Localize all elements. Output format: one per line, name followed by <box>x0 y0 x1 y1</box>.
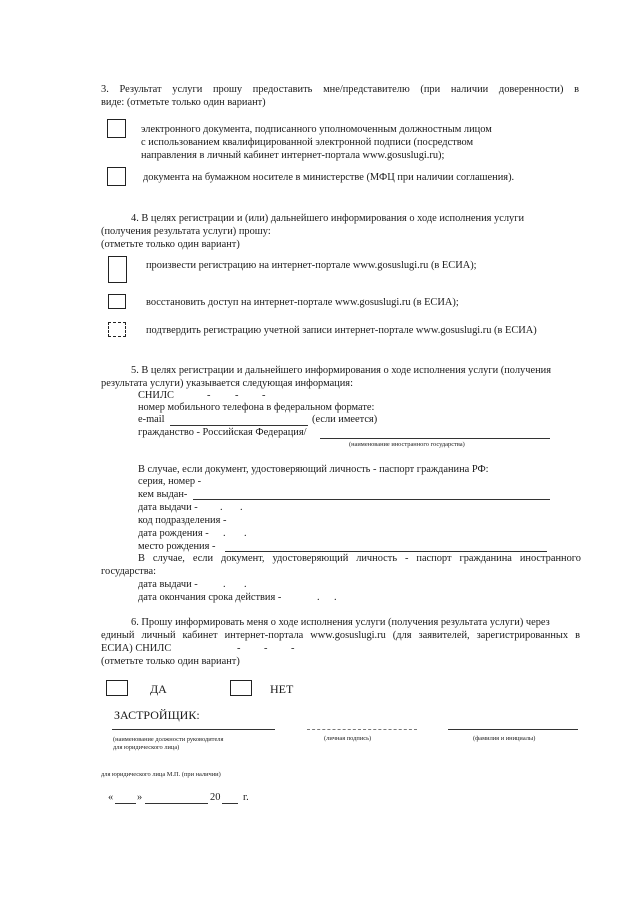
issued-by-input-line[interactable] <box>193 499 550 500</box>
foreign-issue-date-dot-1: . <box>223 579 226 590</box>
position-caption-line2: для юридического лица) <box>113 744 180 751</box>
email-label: e-mail <box>138 414 165 425</box>
section4-intro-line2: (получения результата услуги) прошу: <box>101 226 271 237</box>
section6-intro-line3: ЕСИА) СНИЛС <box>101 643 172 654</box>
foreign-passport-intro-line1: В случае, если документ, удостоверяющий личность - паспорт гражданина иностранного <box>138 553 581 564</box>
foreign-passport-intro-line2: государства: <box>101 566 156 577</box>
section4-option2-label: восстановить доступ на интернет-портале www.gosuslugi.ru (в ЕСИА); <box>146 297 459 308</box>
section3-option-paper-checkbox[interactable] <box>107 167 126 186</box>
section6-snils-separator-2: - <box>264 643 268 654</box>
snils-label: СНИЛС <box>138 390 174 401</box>
full-name-signature-line[interactable] <box>448 729 578 730</box>
series-number-label: серия, номер - <box>138 476 202 487</box>
citizenship-caption: (наименование иностранного государства) <box>349 441 465 448</box>
section3-intro-line1: 3. Результат услуги прошу предоставить мне/представителю (при наличии доверенности) в <box>101 84 579 95</box>
phone-label: номер мобильного телефона в федеральном формате: <box>138 402 375 413</box>
date-close-quote: » <box>137 792 143 803</box>
rf-passport-intro: В случае, если документ, удостоверяющий личность - паспорт гражданина РФ: <box>138 464 489 475</box>
snils-separator-1: - <box>207 390 211 401</box>
developer-title: ЗАСТРОЙЩИК: <box>114 708 200 722</box>
birth-place-label: место рождения - <box>138 541 216 552</box>
section3-option1-line2: с использованием квалифицированной электронной подписи (посредством <box>141 137 474 148</box>
date-open-quote: « <box>108 792 114 803</box>
no-label: НЕТ <box>270 682 294 696</box>
issue-date-dot-1: . <box>220 502 223 513</box>
issue-date-dot-2: . <box>240 502 243 513</box>
email-input-line[interactable] <box>170 425 308 426</box>
section4-option1-label: произвести регистрацию на интернет-портале www.gosuslugi.ru (в ЕСИА); <box>146 260 477 271</box>
birth-date-label: дата рождения - <box>138 528 209 539</box>
section6-intro-line4: (отметьте только один вариант) <box>101 656 240 667</box>
section6-intro-line2: единый личный кабинет интернет-портала www.gosuslugi.ru (для заявителей, зарегистрированных в <box>101 630 580 641</box>
division-code-label: код подразделения - <box>138 515 227 526</box>
section5-intro-line2: результата услуги) указывается следующая информация: <box>101 378 353 389</box>
section3-option1-line1: электронного документа, подписанного уполномоченным должностным лицом <box>141 124 492 135</box>
date-month-line[interactable] <box>145 803 208 804</box>
personal-signature-line[interactable] <box>307 729 417 730</box>
section3-intro-line2: виде: (отметьте только один вариант) <box>101 97 266 108</box>
section5-intro-line1: 5. В целях регистрации и дальнейшего информирования о ходе исполнения услуги (получения <box>131 365 551 376</box>
position-caption-line1: (наименование должности руководителя <box>113 736 224 743</box>
foreign-issue-date-dot-2: . <box>244 579 247 590</box>
section4-confirm-checkbox[interactable] <box>108 322 126 337</box>
section6-snils-separator-3: - <box>291 643 295 654</box>
date-year-prefix: 20 <box>210 792 221 803</box>
section3-option1-line3: направления в личный кабинет интернет-портала www.gosuslugi.ru); <box>141 150 445 161</box>
expiry-date-dot-1: . <box>317 592 320 603</box>
date-year-line[interactable] <box>222 803 238 804</box>
yes-checkbox[interactable] <box>106 680 128 696</box>
issue-date-label: дата выдачи - <box>138 502 198 513</box>
section3-option-electronic-checkbox[interactable] <box>107 119 126 138</box>
birth-date-dot-2: . <box>244 528 247 539</box>
foreign-issue-date-label: дата выдачи - <box>138 579 198 590</box>
full-name-caption: (фамилия и инициалы) <box>473 735 536 742</box>
snils-separator-2: - <box>235 390 239 401</box>
section6-intro-line1: 6. Прошу информировать меня о ходе исполнения услуги (получения результата услуги) через <box>131 617 550 628</box>
no-checkbox[interactable] <box>230 680 252 696</box>
birth-date-dot-1: . <box>223 528 226 539</box>
expiry-date-label: дата окончания срока действия - <box>138 592 282 603</box>
personal-signature-caption: (личная подпись) <box>324 735 372 742</box>
section4-intro-line3: (отметьте только один вариант) <box>101 239 240 250</box>
section3-option2-label: документа на бумажном носителе в министерстве (МФЦ при наличии соглашения). <box>143 172 515 183</box>
citizenship-input-line[interactable] <box>320 438 550 439</box>
issued-by-label: кем выдан- <box>138 489 188 500</box>
section4-restore-checkbox[interactable] <box>108 294 126 309</box>
position-signature-line[interactable] <box>112 729 275 730</box>
email-note: (если имеется) <box>312 414 378 425</box>
section4-register-checkbox[interactable] <box>108 256 127 283</box>
date-year-suffix: г. <box>243 792 249 803</box>
expiry-date-dot-2: . <box>334 592 337 603</box>
section6-snils-separator-1: - <box>237 643 241 654</box>
birth-place-input-line[interactable] <box>225 551 547 552</box>
snils-separator-3: - <box>262 390 266 401</box>
stamp-note: для юридического лица М.П. (при наличии) <box>101 771 221 778</box>
yes-label: ДА <box>150 682 167 696</box>
section4-option3-label: подтвердить регистрацию учетной записи интернет-портале www.gosuslugi.ru (в ЕСИА) <box>146 325 537 336</box>
citizenship-label: гражданство - Российская Федерация/ <box>138 427 307 438</box>
date-day-line[interactable] <box>115 803 136 804</box>
section4-intro-line1: 4. В целях регистрации и (или) дальнейшего информирования о ходе исполнения услуги <box>131 213 525 224</box>
